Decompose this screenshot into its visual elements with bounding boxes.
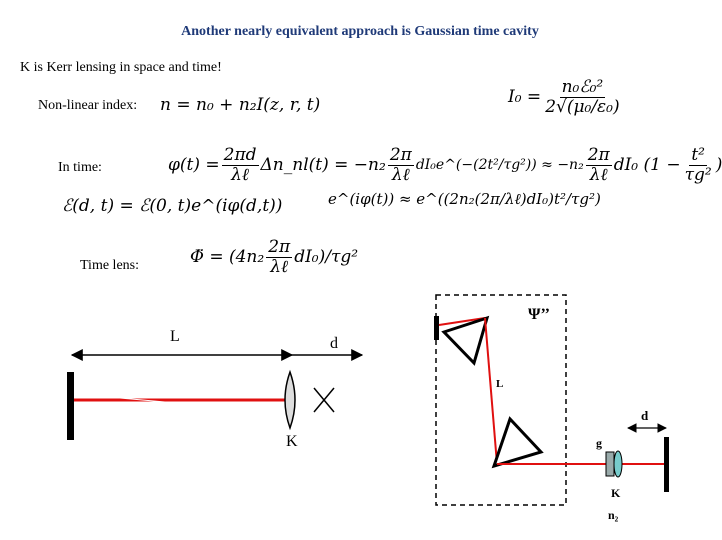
phase-c3-num: 2π <box>587 145 610 165</box>
page-title: Another nearly equivalent approach is Gaussian time cavity <box>181 24 539 39</box>
phase-c1-num: 2πd <box>223 145 257 165</box>
phase-c3-den: λℓ <box>589 164 608 185</box>
right-left-mirror <box>434 316 439 340</box>
lens-den: λℓ <box>270 256 289 277</box>
phase-end: dI₀ (1 − <box>613 155 681 176</box>
label-d: d <box>330 335 338 352</box>
index-equation: n = n₀ + n₂I(z, r, t) <box>160 95 321 115</box>
phase-mid: Δn_nl(t) = −n₂ <box>260 155 386 176</box>
label-K-right: K <box>611 486 621 500</box>
intensity-lhs: I₀ = <box>508 87 542 108</box>
phase-tail: dI₀e^(−(2t²/τg²)) ≈ −n₂ <box>415 157 584 174</box>
label-g: g <box>596 436 602 450</box>
intensity-numerator: n₀ℰ₀² <box>561 77 604 97</box>
label-psi: Ψ’’ <box>528 306 550 323</box>
time-lens-label: Time lens: <box>80 258 139 273</box>
lens-lhs: Φ̈ = (4n₂ <box>190 247 265 268</box>
phase-c2-den: λℓ <box>391 164 410 185</box>
phase-c1-den: λℓ <box>231 164 250 185</box>
lens-rhs: dI₀)/τg² <box>294 247 359 268</box>
beam-seg-2 <box>485 318 497 464</box>
phase-close: ) <box>715 155 722 176</box>
label-d-right: d <box>641 408 649 423</box>
label-n2: n₂ <box>608 508 619 522</box>
in-time-label: In time: <box>58 160 102 175</box>
kerr-lens <box>285 372 295 428</box>
gain-medium <box>606 452 614 476</box>
field-equation: ℰ(d, t) = ℰ(0, t)e^(iφ(d,t)) <box>62 196 283 216</box>
kerr-medium <box>614 451 622 477</box>
right-end-mirror <box>664 437 669 492</box>
nonlinear-label: Non-linear index: <box>38 98 138 113</box>
intensity-denominator: 2√(μ₀/ε₀) <box>545 96 620 117</box>
label-L: L <box>170 328 180 345</box>
phase-lhs: φ(t) = <box>168 155 220 176</box>
label-L-right: L <box>496 378 504 390</box>
phase-t-num: t² <box>691 145 705 165</box>
left-end-mirror <box>67 372 74 440</box>
phase-t-den: τg² <box>684 164 712 185</box>
field-approx-equation: e^(iφ(t)) ≈ e^((2n₂(2π/λℓ)dI₀)t²/τg²) <box>328 190 601 208</box>
phase-c2-num: 2π <box>389 145 412 165</box>
label-K: K <box>286 433 298 450</box>
prism-2 <box>494 419 541 466</box>
dispersion-box <box>436 295 566 505</box>
lens-num: 2π <box>268 237 291 257</box>
intro-text: K is Kerr lensing in space and time! <box>20 60 222 75</box>
prism-1 <box>444 318 487 363</box>
